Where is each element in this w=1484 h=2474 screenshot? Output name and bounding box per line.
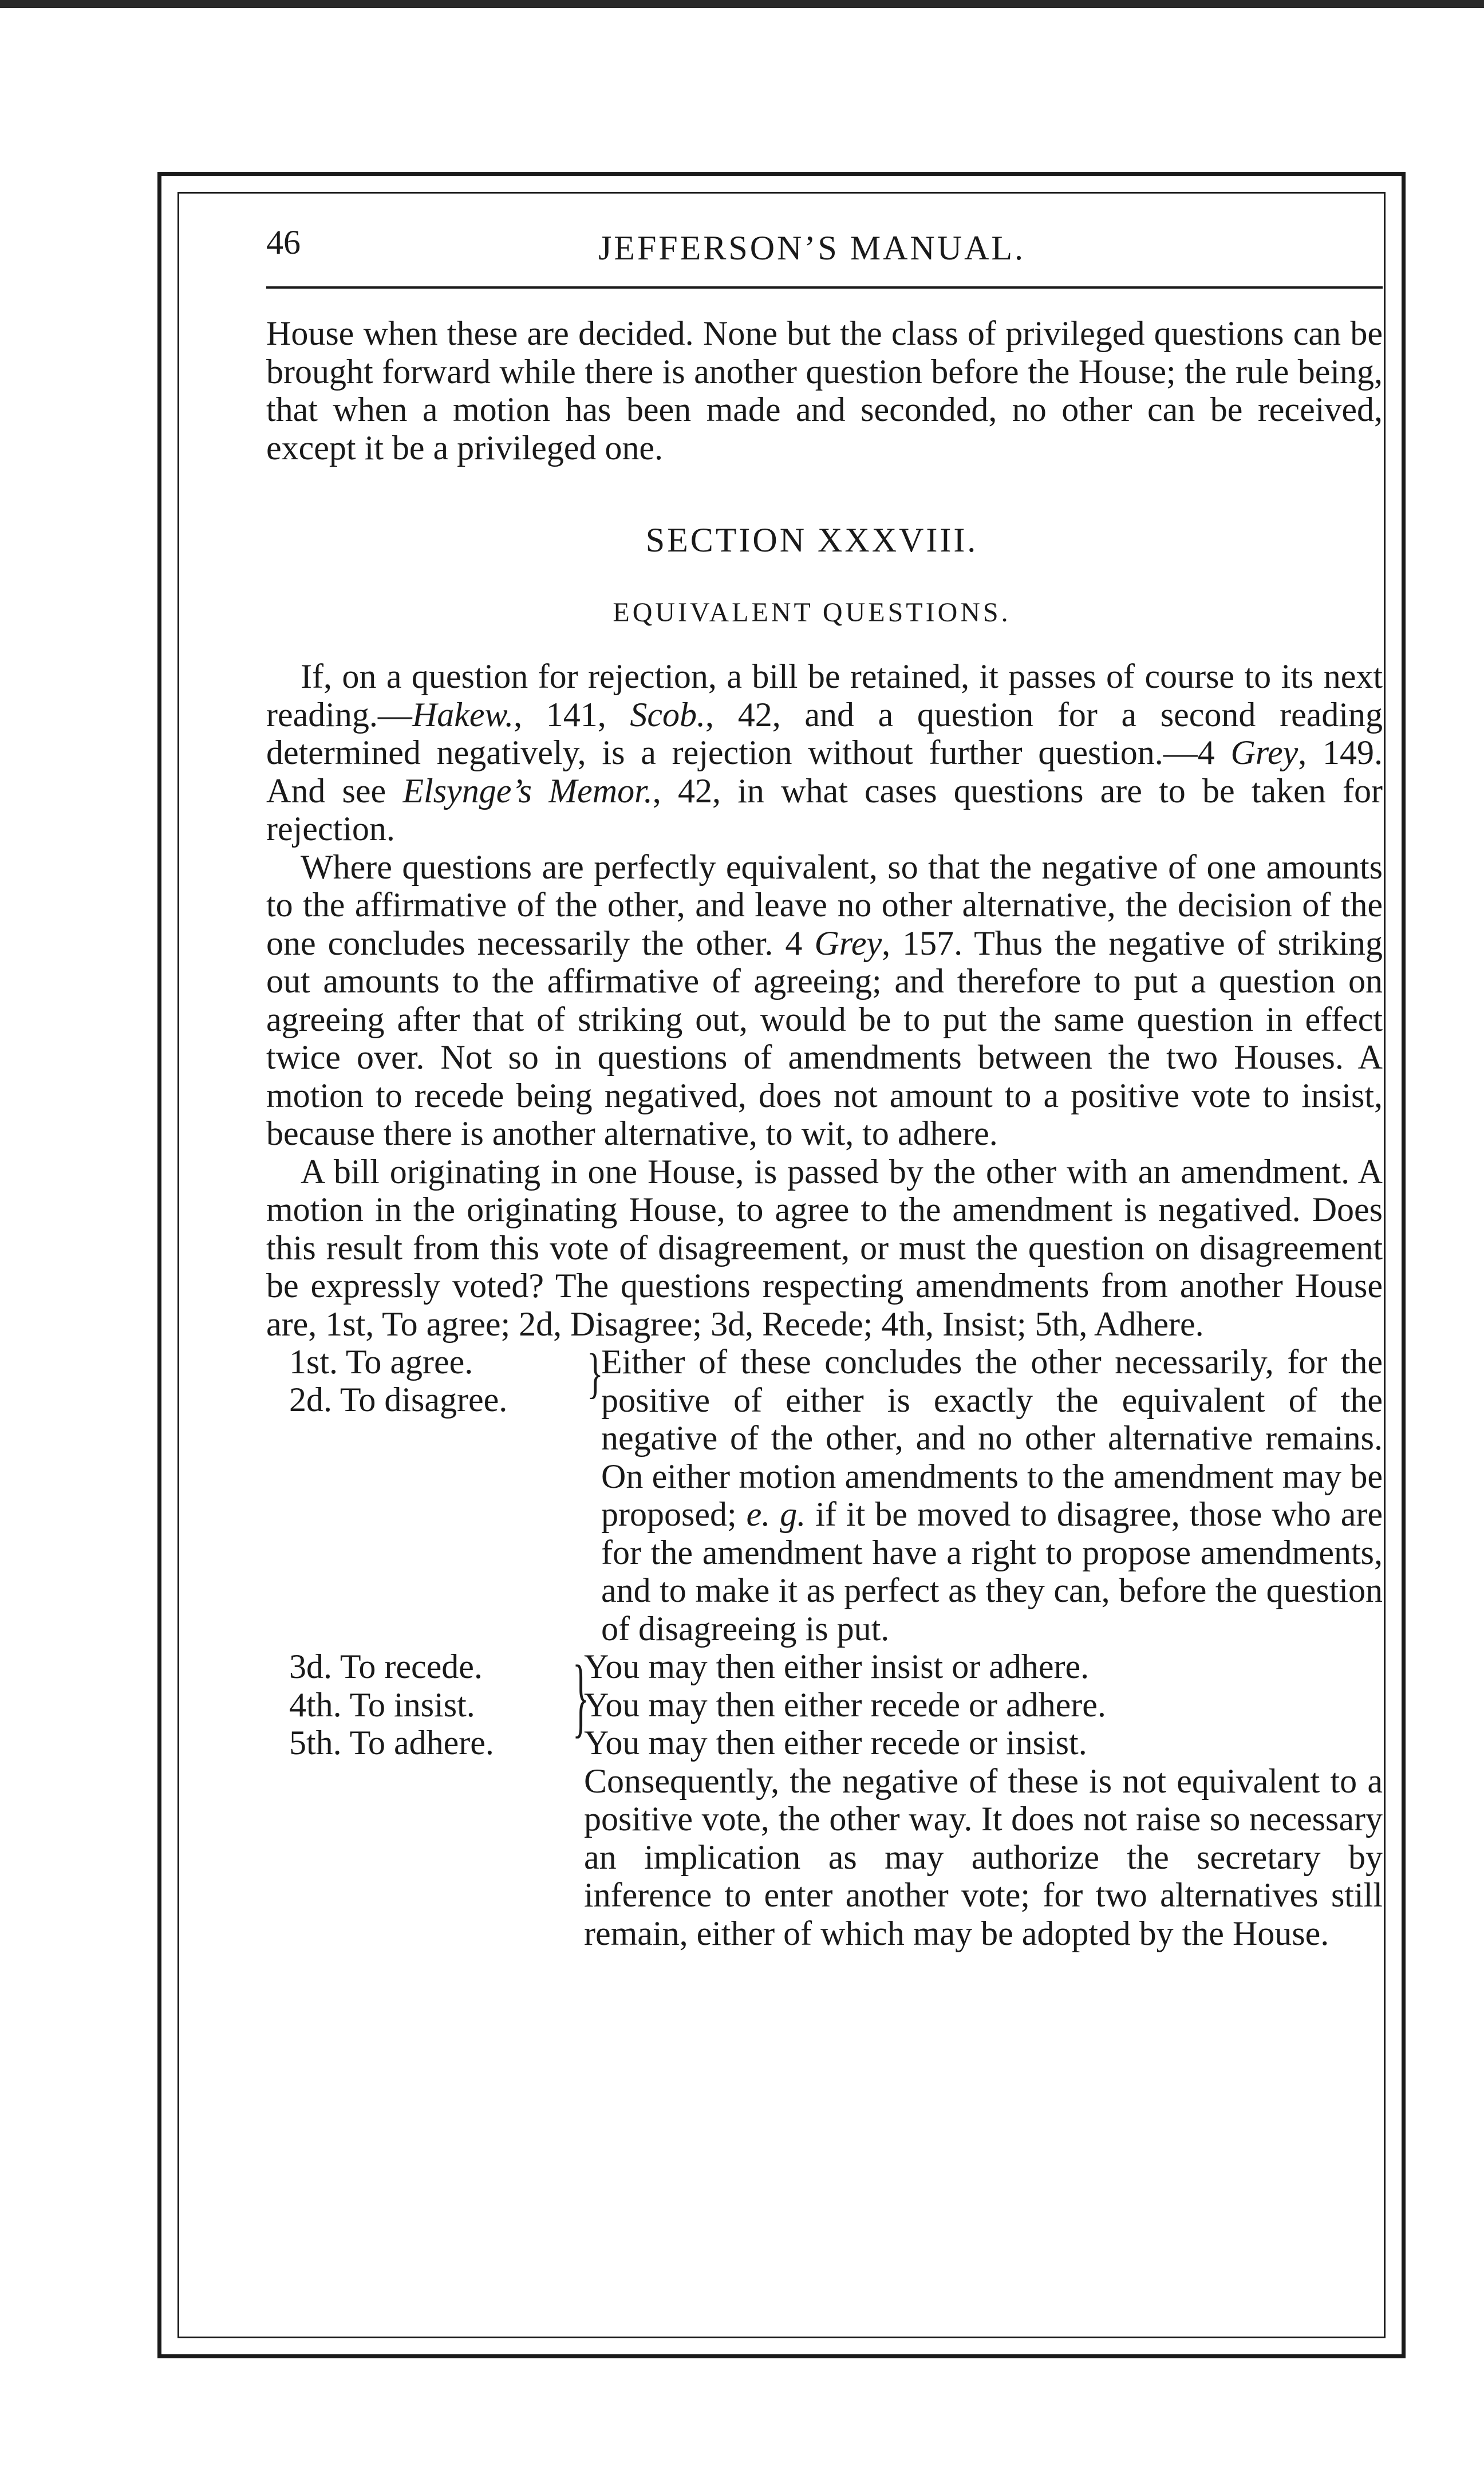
brace-symbol: } bbox=[573, 1648, 589, 1746]
agree-disagree-explanation: Either of these concludes the other necessarily, for the positive of either is exactly the equivalent of the negative of the other, and no other alternative remains. On either motion amendments to the amendment may be proposed; e. g. if it be moved to disagree, those who are for the amendment have a right to propose amendments, and to make it as perfect as they can, before the question of disagreeing is put. bbox=[601, 1343, 1383, 1648]
citation: Grey bbox=[1230, 734, 1298, 771]
citation: Hakew. bbox=[412, 695, 514, 734]
header-rule bbox=[266, 286, 1383, 289]
option-row bbox=[266, 1724, 1383, 1762]
recede-insist-adhere-group bbox=[266, 1648, 1383, 1952]
page-content bbox=[240, 218, 1383, 1952]
paragraph-rejection: If, on a question for rejection, a bill be retained, it passes of course to its next reading.—Hakew., 141, Scob., 42, and a question for a second reading determined negatively, is a rejection without further question.—4 Grey, 149. And see Elsynge’s Memor., 42, in what cases questions are to be taken for rejection. bbox=[266, 657, 1383, 848]
citation: Scob. bbox=[630, 695, 706, 734]
intro-paragraph: House when these are decided. None but the class of privileged questions can be brought forward while there is another question before the House; the rule being, that when a motion has been made and seconded, no other can be received, except it be a privileged one. bbox=[266, 314, 1383, 467]
option-label: 4th. To insist. bbox=[289, 1685, 475, 1724]
running-head bbox=[240, 218, 1383, 275]
option-text: You may then either recede or adhere. bbox=[584, 1685, 1106, 1724]
page-number: 46 bbox=[266, 223, 301, 261]
option-row bbox=[266, 1686, 1383, 1724]
paragraph-equivalent: Where questions are perfectly equivalent, so that the negative of one amounts to the affirmative of the other, and leave no other alternative, the decision of the one concludes necessarily the other. 4 Grey, 157. Thus the negative of striking out amounts to the affirmative of agreeing; and therefore to put a question on agreeing after that of striking out, would be to put the same question in effect twice over. Not so in questions of amendments between the two Houses. A motion to recede being negatived, does not amount to a positive vote to insist, because there is another alternative, to wit, to adhere. bbox=[266, 848, 1383, 1152]
option-label: 1st. To agree. bbox=[289, 1343, 473, 1381]
option-row bbox=[266, 1648, 1383, 1686]
page-top-rule bbox=[0, 0, 1484, 8]
section-heading: SECTION XXXVIII. bbox=[645, 521, 978, 559]
running-title: JEFFERSON’S MANUAL. bbox=[598, 229, 1026, 267]
paragraph-amendment: A bill originating in one House, is passed by the other with an amendment. A motion in the originating House, to agree to the amendment is negatived. Does this result from this vote of disagreement, or must the question on disagreement be expressly voted? The questions respecting amendments from another House are, 1st, To agree; 2d, Disagree; 3d, Recede; 4th, Insist; 5th, Adhere. bbox=[266, 1152, 1383, 1343]
option-text: You may then either recede or insist. bbox=[584, 1724, 1087, 1762]
option-label: 2d. To disagree. bbox=[289, 1381, 508, 1419]
agree-disagree-group bbox=[266, 1343, 1383, 1648]
option-label: 5th. To adhere. bbox=[289, 1724, 494, 1762]
citation: Grey bbox=[814, 924, 882, 962]
brace-symbol: } bbox=[587, 1343, 603, 1404]
option-label: 3d. To recede. bbox=[289, 1648, 483, 1685]
citation: Elsynge’s Memor. bbox=[402, 771, 653, 810]
conclusion-paragraph: Consequently, the negative of these is not equivalent to a positive vote, the other way. It does not raise so necessary an implication as may authorize the secretary by inference to enter another vote; for two alternatives still remain, either of which may be adopted by the House. bbox=[584, 1762, 1383, 1952]
section-subheading: EQUIVALENT QUESTIONS. bbox=[613, 597, 1011, 628]
option-text: You may then either insist or adhere. bbox=[584, 1648, 1090, 1685]
